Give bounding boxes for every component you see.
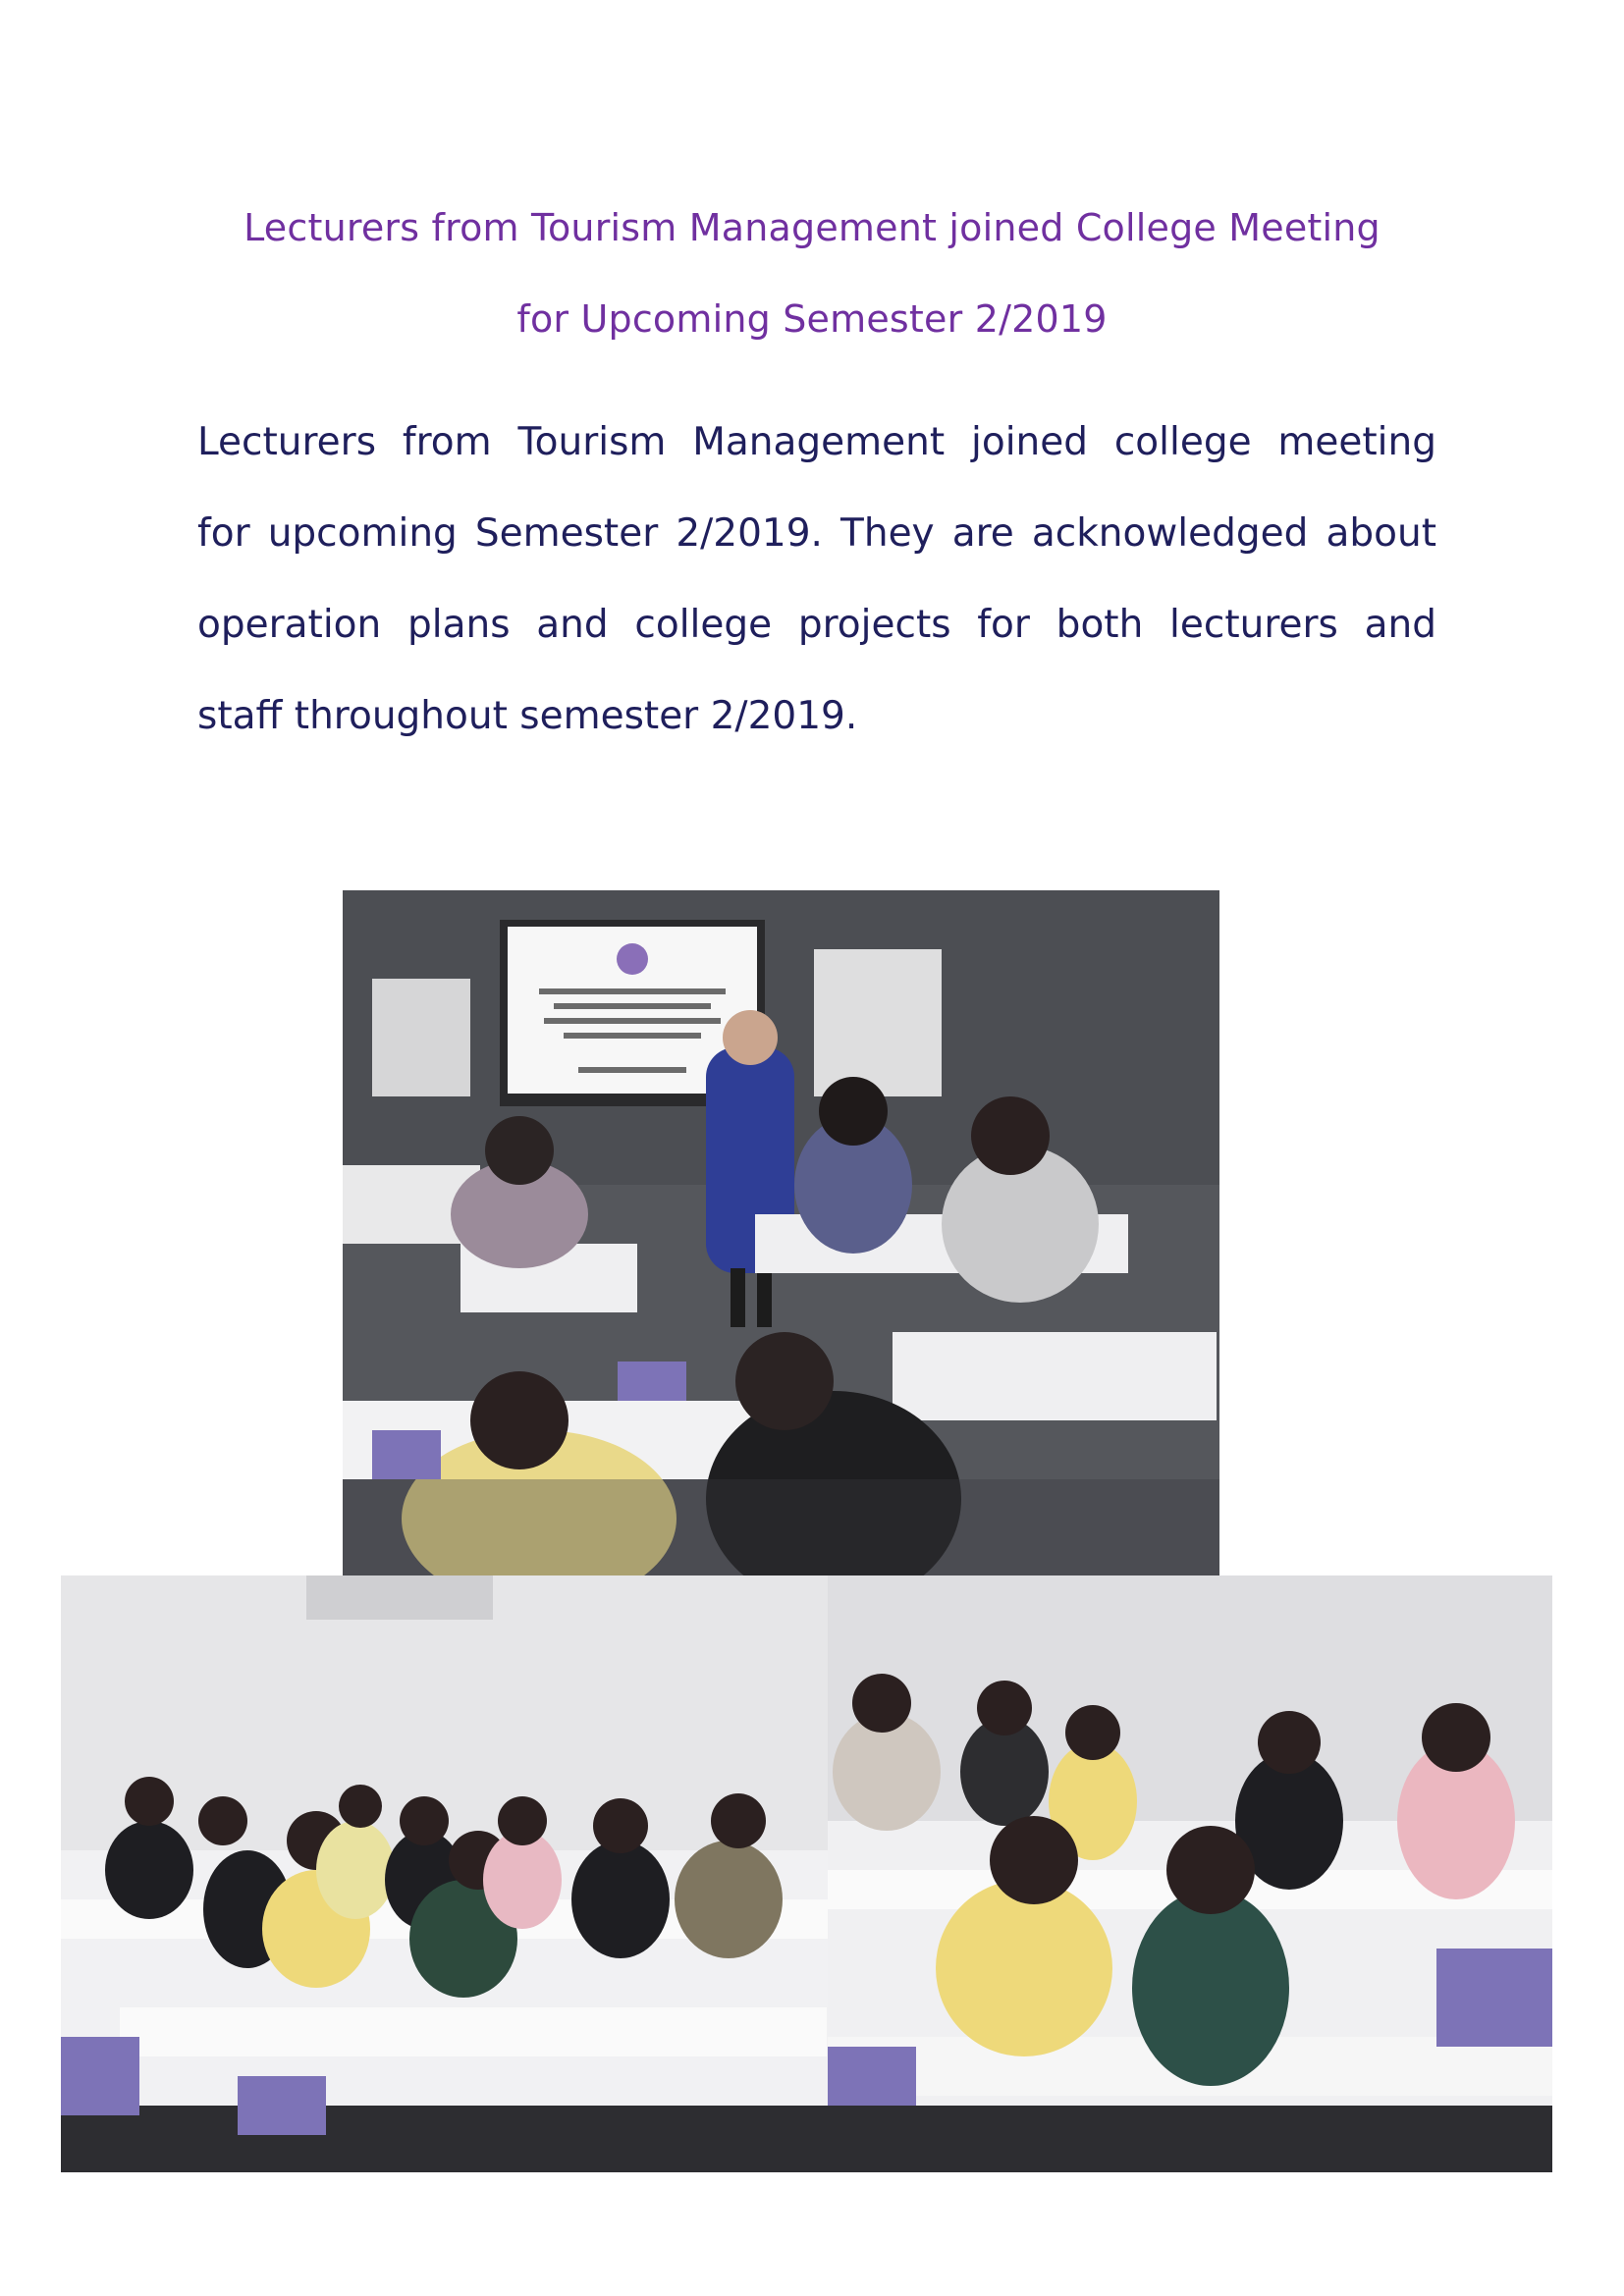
meeting-photo-attendees-left: [61, 1575, 828, 2172]
body-paragraph-line-1: Lecturers from Tourism Management joined college meeting: [197, 420, 1436, 464]
meeting-photo-presenter: [343, 890, 1219, 1575]
document-title-line-1: Lecturers from Tourism Management joined College Meeting: [244, 206, 1380, 249]
document-title-line-2: for Upcoming Semester 2/2019: [516, 297, 1108, 341]
meeting-photo-attendees-right: [828, 1575, 1552, 2172]
body-paragraph-line-3: operation plans and college projects for both lecturers and: [197, 603, 1436, 647]
body-paragraph-line-2: for upcoming Semester 2/2019. They are acknowledged about: [197, 511, 1436, 556]
body-paragraph-line-4: staff throughout semester 2/2019.: [197, 694, 858, 738]
